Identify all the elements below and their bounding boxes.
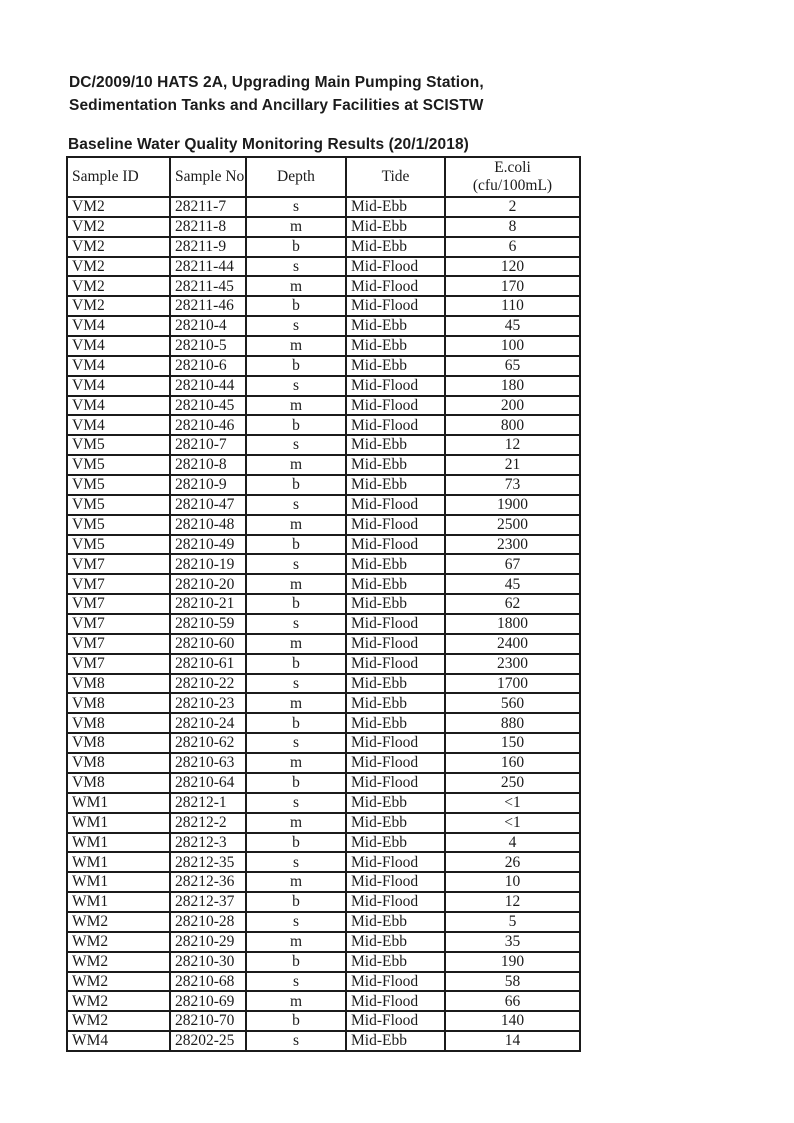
cell-depth: b [246, 833, 346, 853]
cell-depth: m [246, 336, 346, 356]
cell-sample-id: VM7 [67, 594, 170, 614]
cell-tide: Mid-Ebb [346, 475, 445, 495]
cell-sample-no: 28211-44 [170, 257, 246, 277]
cell-depth: m [246, 396, 346, 416]
cell-ecoli: 58 [445, 972, 580, 992]
cell-depth: m [246, 634, 346, 654]
cell-tide: Mid-Ebb [346, 693, 445, 713]
cell-sample-no: 28210-62 [170, 733, 246, 753]
cell-sample-id: VM5 [67, 495, 170, 515]
cell-sample-no: 28210-9 [170, 475, 246, 495]
cell-ecoli: 1900 [445, 495, 580, 515]
cell-tide: Mid-Ebb [346, 574, 445, 594]
table-row [67, 614, 580, 634]
cell-ecoli: 8 [445, 217, 580, 237]
cell-ecoli: 160 [445, 753, 580, 773]
cell-tide: Mid-Flood [346, 495, 445, 515]
cell-sample-no: 28210-29 [170, 932, 246, 952]
table-head [67, 157, 580, 197]
cell-sample-no: 28212-35 [170, 852, 246, 872]
table-row [67, 872, 580, 892]
cell-sample-id: VM2 [67, 237, 170, 257]
cell-depth: m [246, 455, 346, 475]
cell-depth: m [246, 753, 346, 773]
table-row [67, 475, 580, 495]
cell-ecoli: 1700 [445, 674, 580, 694]
page-title-line2: Sedimentation Tanks and Ancillary Facilities at SCISTW [69, 97, 484, 114]
cell-sample-id: WM2 [67, 952, 170, 972]
cell-ecoli: 62 [445, 594, 580, 614]
cell-sample-id: VM2 [67, 197, 170, 217]
table-row [67, 773, 580, 793]
cell-sample-no: 28211-8 [170, 217, 246, 237]
cell-sample-id: WM4 [67, 1031, 170, 1051]
cell-sample-id: VM5 [67, 455, 170, 475]
cell-sample-no: 28212-1 [170, 793, 246, 813]
cell-sample-no: 28210-44 [170, 376, 246, 396]
cell-tide: Mid-Ebb [346, 932, 445, 952]
column-header-sample-no: Sample No [170, 157, 246, 197]
cell-sample-no: 28210-69 [170, 991, 246, 1011]
cell-sample-no: 28212-3 [170, 833, 246, 853]
cell-depth: s [246, 376, 346, 396]
cell-ecoli: 73 [445, 475, 580, 495]
table-row [67, 336, 580, 356]
cell-depth: s [246, 614, 346, 634]
cell-tide: Mid-Ebb [346, 316, 445, 336]
cell-ecoli: 45 [445, 574, 580, 594]
cell-depth: b [246, 773, 346, 793]
cell-sample-no: 28211-46 [170, 296, 246, 316]
cell-sample-id: VM2 [67, 296, 170, 316]
table-row [67, 972, 580, 992]
cell-sample-id: VM5 [67, 435, 170, 455]
cell-sample-id: VM4 [67, 396, 170, 416]
table-row [67, 654, 580, 674]
table-row [67, 515, 580, 535]
cell-sample-id: WM1 [67, 813, 170, 833]
cell-tide: Mid-Ebb [346, 793, 445, 813]
cell-sample-no: 28210-21 [170, 594, 246, 614]
table-row [67, 991, 580, 1011]
page-title-line1: DC/2009/10 HATS 2A, Upgrading Main Pumping Station, [69, 74, 484, 91]
cell-tide: Mid-Flood [346, 634, 445, 654]
cell-sample-id: VM8 [67, 693, 170, 713]
cell-depth: m [246, 872, 346, 892]
cell-ecoli: 10 [445, 872, 580, 892]
cell-depth: b [246, 594, 346, 614]
cell-depth: s [246, 554, 346, 574]
table-row [67, 793, 580, 813]
cell-sample-no: 28211-7 [170, 197, 246, 217]
cell-tide: Mid-Ebb [346, 197, 445, 217]
cell-sample-no: 28210-5 [170, 336, 246, 356]
cell-depth: s [246, 1031, 346, 1051]
cell-sample-id: WM1 [67, 852, 170, 872]
cell-sample-id: VM7 [67, 574, 170, 594]
water-quality-table [66, 156, 581, 1052]
cell-tide: Mid-Ebb [346, 713, 445, 733]
cell-sample-id: VM5 [67, 535, 170, 555]
table-row [67, 713, 580, 733]
cell-sample-no: 28210-49 [170, 535, 246, 555]
cell-ecoli: 21 [445, 455, 580, 475]
cell-ecoli: 45 [445, 316, 580, 336]
cell-depth: s [246, 495, 346, 515]
cell-tide: Mid-Ebb [346, 217, 445, 237]
cell-sample-no: 28210-20 [170, 574, 246, 594]
cell-tide: Mid-Flood [346, 535, 445, 555]
cell-depth: s [246, 793, 346, 813]
table-row [67, 276, 580, 296]
cell-depth: b [246, 296, 346, 316]
table-row [67, 296, 580, 316]
cell-sample-no: 28210-28 [170, 912, 246, 932]
cell-sample-id: WM1 [67, 872, 170, 892]
cell-tide: Mid-Flood [346, 415, 445, 435]
cell-depth: s [246, 972, 346, 992]
cell-ecoli: 26 [445, 852, 580, 872]
cell-sample-no: 28212-37 [170, 892, 246, 912]
cell-depth: s [246, 733, 346, 753]
cell-tide: Mid-Flood [346, 1011, 445, 1031]
cell-depth: b [246, 475, 346, 495]
cell-sample-no: 28210-59 [170, 614, 246, 634]
cell-sample-id: WM2 [67, 1011, 170, 1031]
cell-tide: Mid-Ebb [346, 237, 445, 257]
table-row [67, 852, 580, 872]
cell-tide: Mid-Flood [346, 872, 445, 892]
cell-sample-no: 28210-46 [170, 415, 246, 435]
column-header-sample-id: Sample ID [67, 157, 170, 197]
cell-ecoli: 2300 [445, 535, 580, 555]
table-title: Baseline Water Quality Monitoring Results (20/1/2018) [68, 136, 469, 153]
cell-tide: Mid-Ebb [346, 594, 445, 614]
column-header-tide: Tide [346, 157, 445, 197]
cell-sample-id: VM8 [67, 773, 170, 793]
cell-tide: Mid-Ebb [346, 554, 445, 574]
cell-ecoli: 12 [445, 435, 580, 455]
cell-sample-id: VM7 [67, 634, 170, 654]
cell-tide: Mid-Flood [346, 773, 445, 793]
cell-sample-no: 28210-63 [170, 753, 246, 773]
table-row [67, 674, 580, 694]
table-row [67, 257, 580, 277]
cell-tide: Mid-Flood [346, 972, 445, 992]
cell-tide: Mid-Ebb [346, 813, 445, 833]
cell-tide: Mid-Flood [346, 257, 445, 277]
cell-sample-id: WM1 [67, 793, 170, 813]
cell-depth: s [246, 912, 346, 932]
table-row [67, 376, 580, 396]
cell-depth: s [246, 852, 346, 872]
table-row [67, 912, 580, 932]
cell-ecoli: 2500 [445, 515, 580, 535]
cell-sample-no: 28212-2 [170, 813, 246, 833]
cell-tide: Mid-Flood [346, 991, 445, 1011]
table-row [67, 574, 580, 594]
cell-depth: m [246, 276, 346, 296]
table-row [67, 693, 580, 713]
cell-depth: s [246, 674, 346, 694]
cell-ecoli: 66 [445, 991, 580, 1011]
cell-ecoli: 5 [445, 912, 580, 932]
cell-depth: m [246, 813, 346, 833]
cell-tide: Mid-Flood [346, 296, 445, 316]
table-row [67, 415, 580, 435]
cell-depth: s [246, 316, 346, 336]
cell-depth: m [246, 217, 346, 237]
cell-tide: Mid-Flood [346, 376, 445, 396]
cell-sample-no: 28210-4 [170, 316, 246, 336]
table-row [67, 833, 580, 853]
cell-ecoli: 180 [445, 376, 580, 396]
cell-sample-no: 28210-30 [170, 952, 246, 972]
table-row [67, 435, 580, 455]
table-row [67, 535, 580, 555]
cell-ecoli: 35 [445, 932, 580, 952]
cell-ecoli: 190 [445, 952, 580, 972]
cell-sample-no: 28210-24 [170, 713, 246, 733]
cell-sample-id: VM5 [67, 515, 170, 535]
cell-sample-id: VM8 [67, 713, 170, 733]
table-row [67, 396, 580, 416]
cell-sample-no: 28210-19 [170, 554, 246, 574]
cell-ecoli: 170 [445, 276, 580, 296]
cell-ecoli: 120 [445, 257, 580, 277]
table-row [67, 733, 580, 753]
cell-ecoli: 65 [445, 356, 580, 376]
cell-tide: Mid-Ebb [346, 455, 445, 475]
page-title [69, 71, 484, 117]
table-row [67, 554, 580, 574]
cell-ecoli: 1800 [445, 614, 580, 634]
cell-tide: Mid-Ebb [346, 952, 445, 972]
cell-ecoli: 6 [445, 237, 580, 257]
cell-ecoli: 880 [445, 713, 580, 733]
cell-sample-id: VM2 [67, 276, 170, 296]
table-body [67, 197, 580, 1051]
cell-tide: Mid-Ebb [346, 912, 445, 932]
cell-tide: Mid-Flood [346, 396, 445, 416]
cell-tide: Mid-Ebb [346, 435, 445, 455]
cell-ecoli: 2400 [445, 634, 580, 654]
table-row [67, 594, 580, 614]
cell-sample-id: WM2 [67, 991, 170, 1011]
table-row [67, 813, 580, 833]
cell-ecoli: <1 [445, 793, 580, 813]
cell-ecoli: 150 [445, 733, 580, 753]
cell-sample-id: WM2 [67, 972, 170, 992]
table-row [67, 316, 580, 336]
cell-ecoli: 12 [445, 892, 580, 912]
cell-tide: Mid-Ebb [346, 833, 445, 853]
cell-sample-id: VM2 [67, 217, 170, 237]
cell-depth: s [246, 197, 346, 217]
cell-ecoli: 2 [445, 197, 580, 217]
cell-sample-id: VM2 [67, 257, 170, 277]
cell-sample-id: WM1 [67, 892, 170, 912]
column-header-depth: Depth [246, 157, 346, 197]
column-header-ecoli [445, 157, 580, 197]
cell-sample-no: 28210-22 [170, 674, 246, 694]
table-row [67, 753, 580, 773]
cell-sample-no: 28210-6 [170, 356, 246, 376]
cell-sample-id: VM8 [67, 674, 170, 694]
table-row [67, 197, 580, 217]
cell-depth: m [246, 515, 346, 535]
cell-depth: s [246, 435, 346, 455]
cell-tide: Mid-Ebb [346, 674, 445, 694]
cell-depth: b [246, 237, 346, 257]
cell-sample-no: 28210-70 [170, 1011, 246, 1031]
column-header-ecoli-line1: E.coli [494, 159, 531, 176]
cell-ecoli: 560 [445, 693, 580, 713]
cell-ecoli: <1 [445, 813, 580, 833]
table-row [67, 1031, 580, 1051]
table-row [67, 237, 580, 257]
cell-sample-id: VM7 [67, 554, 170, 574]
table-row [67, 495, 580, 515]
cell-depth: m [246, 991, 346, 1011]
cell-tide: Mid-Flood [346, 753, 445, 773]
cell-ecoli: 140 [445, 1011, 580, 1031]
cell-depth: b [246, 415, 346, 435]
cell-ecoli: 67 [445, 554, 580, 574]
cell-tide: Mid-Flood [346, 515, 445, 535]
cell-depth: s [246, 257, 346, 277]
cell-ecoli: 2300 [445, 654, 580, 674]
cell-sample-no: 28210-23 [170, 693, 246, 713]
cell-tide: Mid-Ebb [346, 356, 445, 376]
column-header-ecoli-line2: (cfu/100mL) [472, 177, 553, 194]
table-row [67, 356, 580, 376]
cell-tide: Mid-Flood [346, 892, 445, 912]
cell-sample-no: 28211-9 [170, 237, 246, 257]
table-row [67, 932, 580, 952]
cell-sample-id: VM8 [67, 753, 170, 773]
cell-sample-id: VM4 [67, 356, 170, 376]
cell-sample-id: WM2 [67, 932, 170, 952]
table-row [67, 892, 580, 912]
cell-depth: m [246, 574, 346, 594]
cell-sample-id: VM8 [67, 733, 170, 753]
cell-sample-no: 28210-45 [170, 396, 246, 416]
cell-ecoli: 4 [445, 833, 580, 853]
cell-ecoli: 110 [445, 296, 580, 316]
cell-ecoli: 100 [445, 336, 580, 356]
cell-depth: b [246, 1011, 346, 1031]
cell-sample-id: VM7 [67, 654, 170, 674]
cell-tide: Mid-Ebb [346, 1031, 445, 1051]
cell-sample-no: 28210-48 [170, 515, 246, 535]
cell-sample-id: VM4 [67, 336, 170, 356]
cell-tide: Mid-Ebb [346, 336, 445, 356]
cell-sample-no: 28210-60 [170, 634, 246, 654]
cell-depth: b [246, 713, 346, 733]
cell-depth: b [246, 654, 346, 674]
cell-depth: b [246, 356, 346, 376]
cell-sample-no: 28212-36 [170, 872, 246, 892]
cell-sample-id: VM4 [67, 376, 170, 396]
cell-ecoli: 800 [445, 415, 580, 435]
cell-ecoli: 250 [445, 773, 580, 793]
cell-tide: Mid-Flood [346, 852, 445, 872]
cell-sample-no: 28211-45 [170, 276, 246, 296]
cell-sample-no: 28202-25 [170, 1031, 246, 1051]
table-row [67, 1011, 580, 1031]
cell-sample-id: VM4 [67, 415, 170, 435]
cell-depth: m [246, 693, 346, 713]
table-row [67, 634, 580, 654]
cell-depth: m [246, 932, 346, 952]
cell-sample-no: 28210-8 [170, 455, 246, 475]
cell-sample-id: WM1 [67, 833, 170, 853]
cell-ecoli: 200 [445, 396, 580, 416]
cell-sample-id: WM2 [67, 912, 170, 932]
cell-sample-no: 28210-61 [170, 654, 246, 674]
cell-tide: Mid-Flood [346, 733, 445, 753]
cell-sample-no: 28210-7 [170, 435, 246, 455]
header-row [67, 157, 580, 197]
cell-depth: b [246, 952, 346, 972]
cell-depth: b [246, 535, 346, 555]
cell-ecoli: 14 [445, 1031, 580, 1051]
cell-sample-id: VM7 [67, 614, 170, 634]
cell-sample-no: 28210-64 [170, 773, 246, 793]
cell-tide: Mid-Flood [346, 276, 445, 296]
cell-tide: Mid-Flood [346, 614, 445, 634]
cell-sample-id: VM5 [67, 475, 170, 495]
cell-sample-no: 28210-68 [170, 972, 246, 992]
cell-tide: Mid-Flood [346, 654, 445, 674]
cell-depth: b [246, 892, 346, 912]
table-row [67, 952, 580, 972]
cell-sample-id: VM4 [67, 316, 170, 336]
table-row [67, 217, 580, 237]
table-row [67, 455, 580, 475]
cell-sample-no: 28210-47 [170, 495, 246, 515]
